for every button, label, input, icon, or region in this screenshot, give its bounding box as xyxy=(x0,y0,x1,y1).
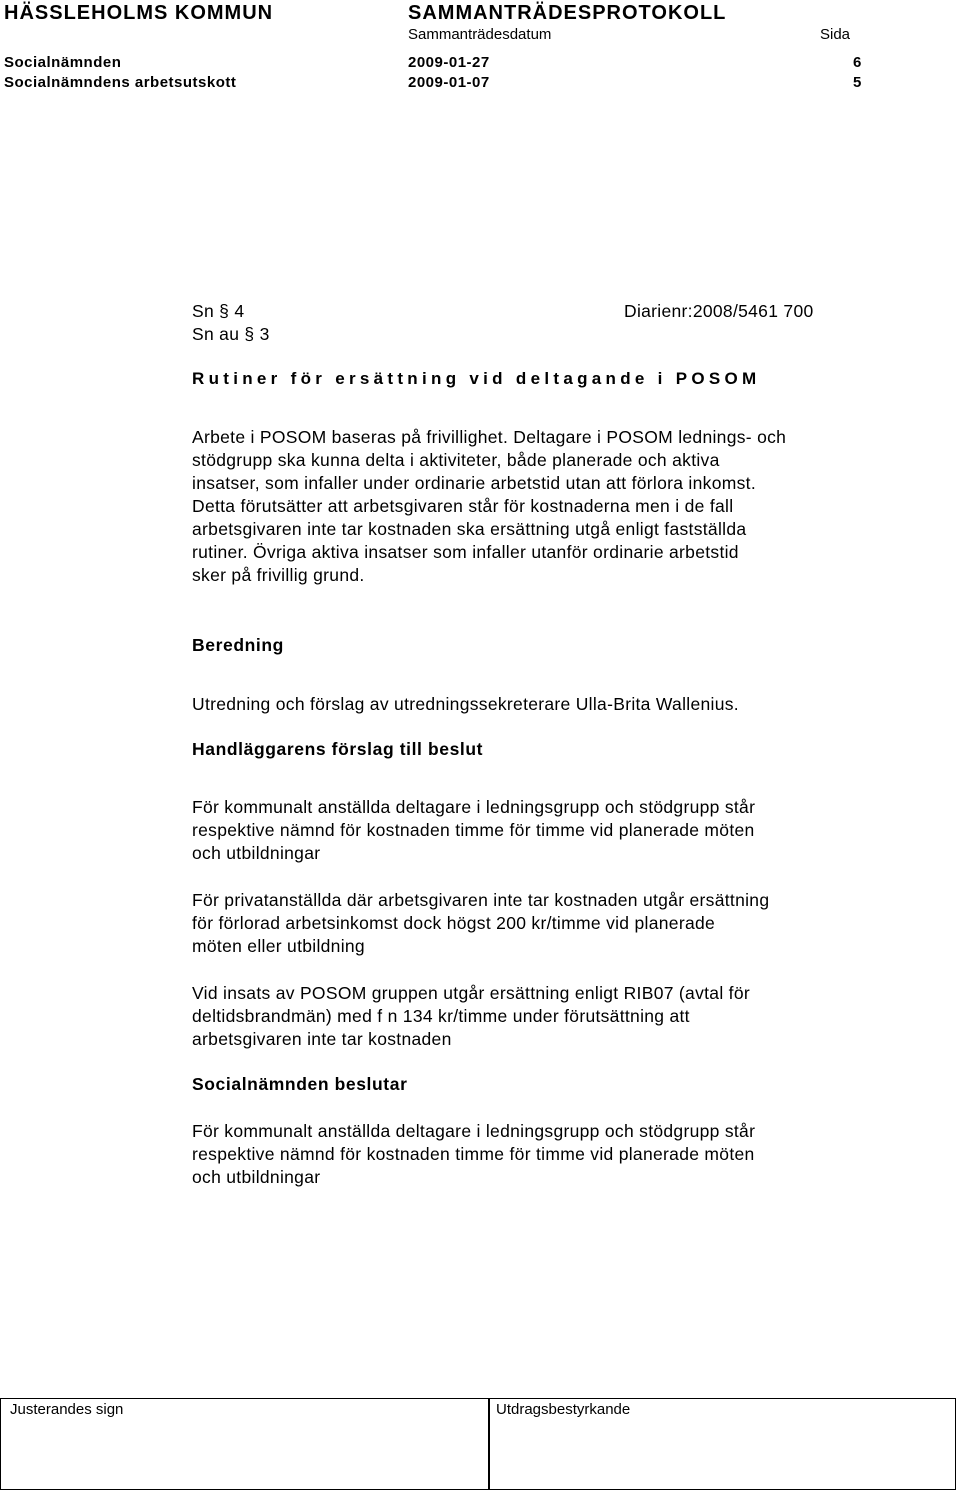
proposal-paragraph xyxy=(192,796,912,865)
body-name: Socialnämndens arbetsutskott xyxy=(4,74,237,91)
meeting-date: 2009-01-27 xyxy=(408,54,490,71)
justerandes-sign-label: Justerandes sign xyxy=(10,1401,124,1418)
text-line: deltidsbrandmän) med f n 134 kr/timme under förutsättning att xyxy=(192,1006,690,1026)
beredning-heading: Beredning xyxy=(192,635,284,655)
text-line: För kommunalt anställda deltagare i ledningsgrupp och stödgrupp står xyxy=(192,1121,756,1141)
municipality-name: HÄSSLEHOLMS KOMMUN xyxy=(4,2,274,24)
text-line: För kommunalt anställda deltagare i ledningsgrupp och stödgrupp står xyxy=(192,797,756,817)
decision-paragraph xyxy=(192,1120,912,1189)
meeting-date-label: Sammanträdesdatum xyxy=(408,26,552,43)
section-au: Sn au § 3 xyxy=(192,324,270,344)
text-line: För privatanställda där arbetsgivaren inte tar kostnaden utgår ersättning xyxy=(192,890,770,910)
text-line: stödgrupp ska kunna delta i aktiviteter, både planerade och aktiva xyxy=(192,450,720,470)
text-line: arbetsgivaren inte tar kostnaden xyxy=(192,1029,452,1049)
diarienr: Diarienr:2008/5461 700 xyxy=(624,301,814,321)
text-line: rutiner. Övriga aktiva insatser som infaller utanför ordinarie arbetstid xyxy=(192,542,739,562)
case-title: Rutiner för ersättning vid deltagande i POSOM xyxy=(192,369,761,388)
utdragsbestyrkande-label: Utdragsbestyrkande xyxy=(496,1401,631,1418)
text-line: arbetsgivaren inte tar kostnaden ska ersättning utgå enligt fastställda xyxy=(192,519,747,539)
protocol-title: SAMMANTRÄDESPROTOKOLL xyxy=(408,2,727,24)
signature-box xyxy=(0,1398,956,1490)
signature-divider xyxy=(488,1398,490,1490)
text-line: för förlorad arbetsinkomst dock högst 200 kr/timme vid planerade xyxy=(192,913,716,933)
page-number: 5 xyxy=(853,74,862,91)
proposal-heading: Handläggarens förslag till beslut xyxy=(192,739,484,759)
text-line: respektive nämnd för kostnaden timme för timme vid planerade möten xyxy=(192,1144,755,1164)
text-line: och utbildningar xyxy=(192,1167,321,1187)
decision-heading: Socialnämnden beslutar xyxy=(192,1074,408,1094)
page-number: 6 xyxy=(853,54,862,71)
section-sn: Sn § 4 xyxy=(192,301,245,321)
proposal-paragraph xyxy=(192,889,912,958)
text-line: möten eller utbildning xyxy=(192,936,365,956)
text-line: Arbete i POSOM baseras på frivillighet. Deltagare i POSOM lednings- och xyxy=(192,427,787,447)
text-line: Detta förutsätter att arbetsgivaren står för kostnaderna men i de fall xyxy=(192,496,734,516)
page-label: Sida xyxy=(820,26,851,43)
intro-paragraph xyxy=(192,426,912,587)
body-name: Socialnämnden xyxy=(4,54,122,71)
text-line: och utbildningar xyxy=(192,843,321,863)
text-line: insatser, som infaller under ordinarie arbetstid utan att förlora inkomst. xyxy=(192,473,756,493)
proposal-paragraph xyxy=(192,982,912,1051)
text-line: respektive nämnd för kostnaden timme för timme vid planerade möten xyxy=(192,820,755,840)
beredning-text: Utredning och förslag av utredningssekreterare Ulla-Brita Wallenius. xyxy=(192,694,739,714)
meeting-date: 2009-01-07 xyxy=(408,74,490,91)
text-line: sker på frivillig grund. xyxy=(192,565,365,585)
text-line: Vid insats av POSOM gruppen utgår ersättning enligt RIB07 (avtal för xyxy=(192,983,750,1003)
